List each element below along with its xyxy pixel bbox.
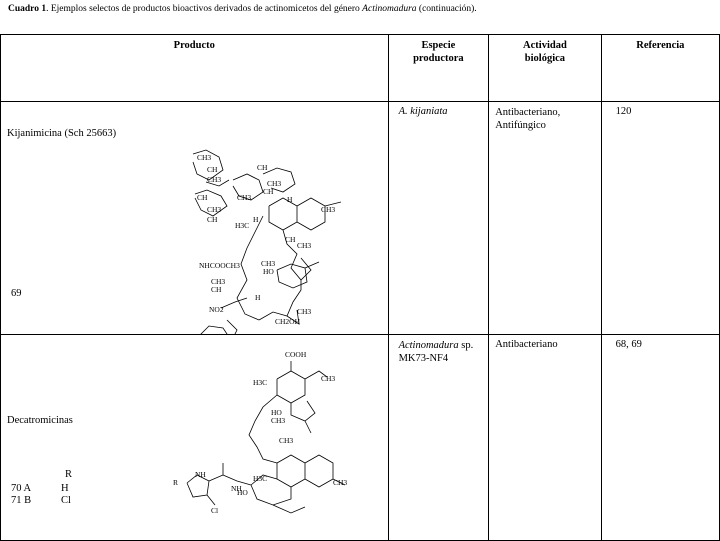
- table-caption: [8, 4, 477, 14]
- caption-text: . Ejemplos selectos de productos bioactivos derivados de actinomicetos del género: [46, 4, 363, 14]
- activity-text: Antibacteriano, Antifúngico: [495, 107, 561, 131]
- products-table: [0, 34, 720, 541]
- cell-especie: [388, 335, 489, 541]
- label-h-c: H: [255, 293, 261, 302]
- kijanimicin-structure: [1, 102, 391, 334]
- species-genus: Actinomadura: [398, 340, 459, 351]
- label-h-b: H: [253, 215, 259, 224]
- label-ch3-a: CH3: [321, 374, 336, 383]
- label-ch3-c: CH3: [279, 436, 294, 445]
- label-ch-a: CH: [207, 165, 218, 174]
- label-ch-k: CH: [211, 285, 222, 294]
- label-ch3-top: CH3: [321, 205, 336, 214]
- cell-producto: [1, 102, 389, 335]
- label-ch-g: CH3: [267, 179, 282, 188]
- label-ho-a: HO: [271, 408, 282, 417]
- caption-genus: Actinomadura: [362, 4, 417, 14]
- label-h3c-a: H3C: [253, 378, 268, 387]
- label-ch-j: CH3: [261, 259, 276, 268]
- variant-r-a: H: [61, 483, 69, 494]
- reference-text: 120: [615, 106, 632, 117]
- header-especie: [388, 35, 489, 102]
- label-no2: NO2: [209, 305, 224, 314]
- label-ch3-e: CH3: [297, 307, 312, 316]
- label-ch-e: CH: [207, 215, 218, 224]
- label-ch3-b: CH3: [271, 416, 286, 425]
- label-ho-b: HO: [237, 488, 248, 497]
- table-row: [1, 102, 720, 335]
- label-ho-a: HO: [263, 267, 274, 276]
- label-ch3-d: CH3: [333, 478, 348, 487]
- label-ch3-d: CH3: [211, 277, 226, 286]
- label-ch-d: CH3: [207, 205, 222, 214]
- cell-actividad: [489, 102, 601, 335]
- label-ch2oh: CH2OH: [275, 317, 301, 326]
- label-ch-b: CH: [257, 163, 268, 172]
- caption-tail: (continuación).: [416, 4, 477, 14]
- cell-especie: [388, 102, 489, 335]
- reference-text: 68, 69: [615, 339, 642, 350]
- label-ch-f: CH3: [237, 193, 252, 202]
- cell-actividad: [489, 335, 601, 541]
- label-ch3-a: CH3: [197, 153, 212, 162]
- label-cl: Cl: [211, 506, 219, 515]
- label-nhcooch3: NHCOOCH3: [199, 261, 240, 270]
- table-row: [1, 335, 720, 541]
- compound-name: Decatromicinas: [7, 415, 73, 426]
- label-ch3-c: CH3: [297, 241, 312, 250]
- header-especie-text: Especie productora: [413, 40, 464, 64]
- cell-referencia: [601, 335, 719, 541]
- label-nh-b: NH: [231, 484, 242, 493]
- species-name: A. kijaniata: [398, 106, 448, 117]
- table-header-row: [1, 35, 720, 102]
- activity-text: Antibacteriano: [495, 339, 558, 350]
- label-ch-h: CH: [263, 187, 274, 196]
- label-r: R: [173, 478, 179, 487]
- header-actividad: [489, 35, 601, 102]
- header-referencia: Referencia: [601, 35, 719, 102]
- label-h-a: H: [287, 195, 293, 204]
- label-h3c-a: H3C: [235, 221, 250, 230]
- species-name: [399, 339, 483, 365]
- header-producto: Producto: [1, 35, 389, 102]
- species-extra: sp. MK73-NF4: [398, 340, 474, 364]
- decatromicin-structure: [1, 335, 391, 540]
- cell-referencia: [601, 102, 719, 335]
- header-actividad-text: Actividad biológica: [523, 40, 567, 64]
- variant-code-a: 70 A: [11, 483, 32, 494]
- compound-number: 69: [11, 288, 22, 299]
- r-header: R: [65, 469, 73, 480]
- label-h3c-b: H3C: [253, 474, 268, 483]
- label-ch3-b: CH3: [207, 175, 222, 184]
- caption-label: Cuadro 1: [8, 4, 47, 14]
- variant-code-b: 71 B: [11, 495, 32, 506]
- compound-name: Kijanimicina (Sch 25663): [7, 128, 117, 139]
- label-ch-c: CH: [197, 193, 208, 202]
- label-nh: NH: [195, 470, 206, 479]
- variant-r-b: Cl: [61, 495, 71, 506]
- label-cooh: COOH: [285, 350, 307, 359]
- cell-producto: [1, 335, 389, 541]
- label-ch-i: CH: [285, 235, 296, 244]
